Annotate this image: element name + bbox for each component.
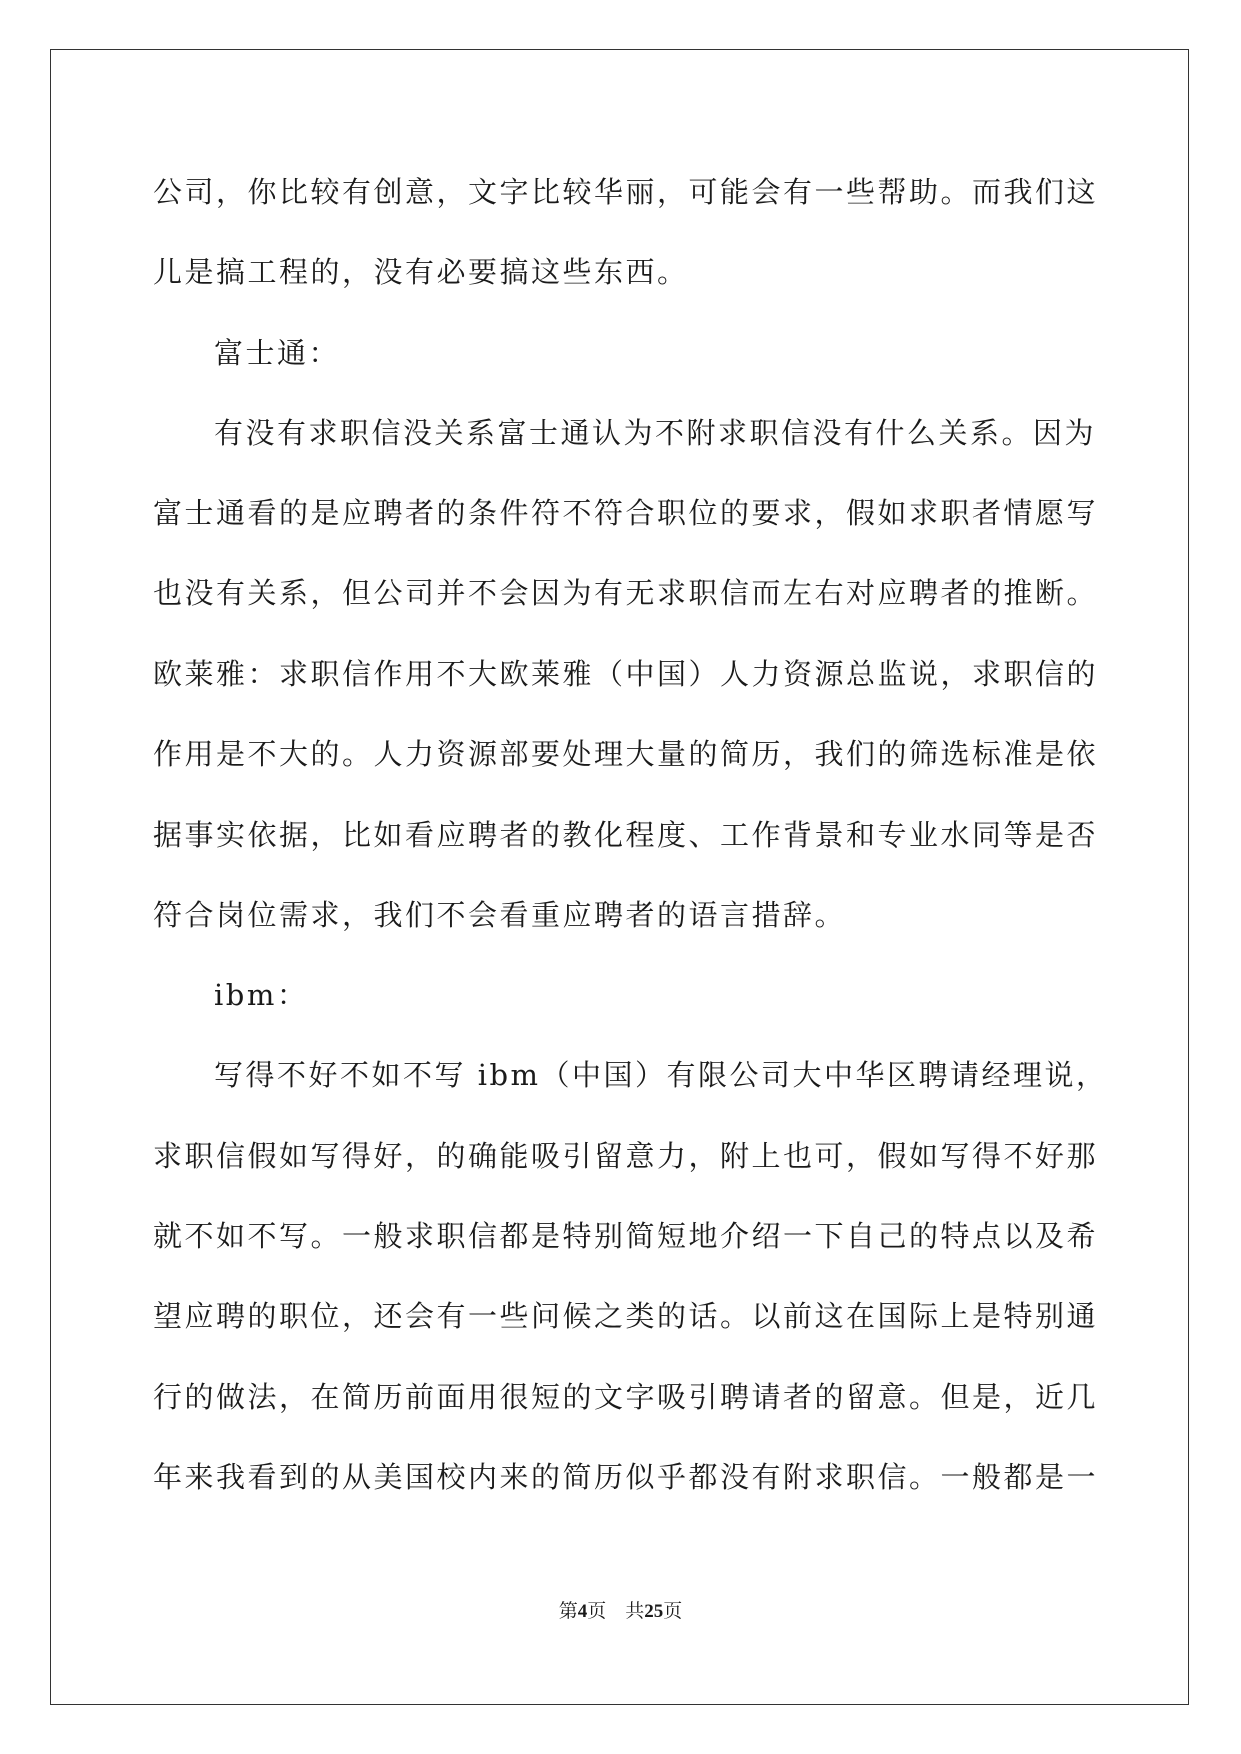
- footer-page-prefix: 第: [558, 1601, 578, 1622]
- text-line: 作用是不大的。人力资源部要处理大量的简历，我们的筛选标准是依: [153, 737, 1099, 771]
- footer-total-prefix: 共: [625, 1601, 645, 1622]
- footer-page-number: 4: [577, 1601, 588, 1622]
- text-line: 就不如不写。一般求职信都是特别简短地介绍一下自己的特点以及希: [153, 1219, 1099, 1253]
- text-line: 儿是搞工程的，没有必要搞这些东西。: [153, 255, 689, 289]
- section-heading: 富士通：: [214, 336, 341, 370]
- footer-total-suffix: 页: [663, 1601, 683, 1622]
- text-line: 公司，你比较有创意，文字比较华丽，可能会有一些帮助。而我们这: [153, 175, 1099, 209]
- section-heading: ibm：: [214, 978, 309, 1012]
- text-line: 望应聘的职位，还会有一些问候之类的话。以前这在国际上是特别通: [153, 1299, 1099, 1333]
- text-line: 有没有求职信没关系富士通认为不附求职信没有什么关系。因为: [214, 416, 1097, 450]
- footer-total-pages: 25: [644, 1601, 664, 1622]
- text-line: 行的做法，在简历前面用很短的文字吸引聘请者的留意。但是，近几: [153, 1380, 1099, 1414]
- text-line: 也没有关系，但公司并不会因为有无求职信而左右对应聘者的推断。: [153, 576, 1099, 610]
- text-line: 写得不好不如不写 ibm（中国）有限公司大中华区聘请经理说，: [214, 1058, 1108, 1092]
- text-line: 符合岗位需求，我们不会看重应聘者的语言措辞。: [153, 898, 847, 932]
- footer-page-suffix: 页: [587, 1601, 607, 1622]
- text-line: 富士通看的是应聘者的条件符不符合职位的要求，假如求职者情愿写: [153, 496, 1099, 530]
- text-line: 据事实依据，比如看应聘者的教化程度、工作背景和专业水同等是否: [153, 818, 1099, 852]
- text-line: 求职信假如写得好，的确能吸引留意力，附上也可，假如写得不好那: [153, 1139, 1099, 1173]
- text-line: 欧莱雅：求职信作用不大欧莱雅（中国）人力资源总监说，求职信的: [153, 657, 1099, 691]
- text-line: 年来我看到的从美国校内来的简历似乎都没有附求职信。一般都是一: [153, 1460, 1099, 1494]
- page-footer: [0, 1600, 1241, 1624]
